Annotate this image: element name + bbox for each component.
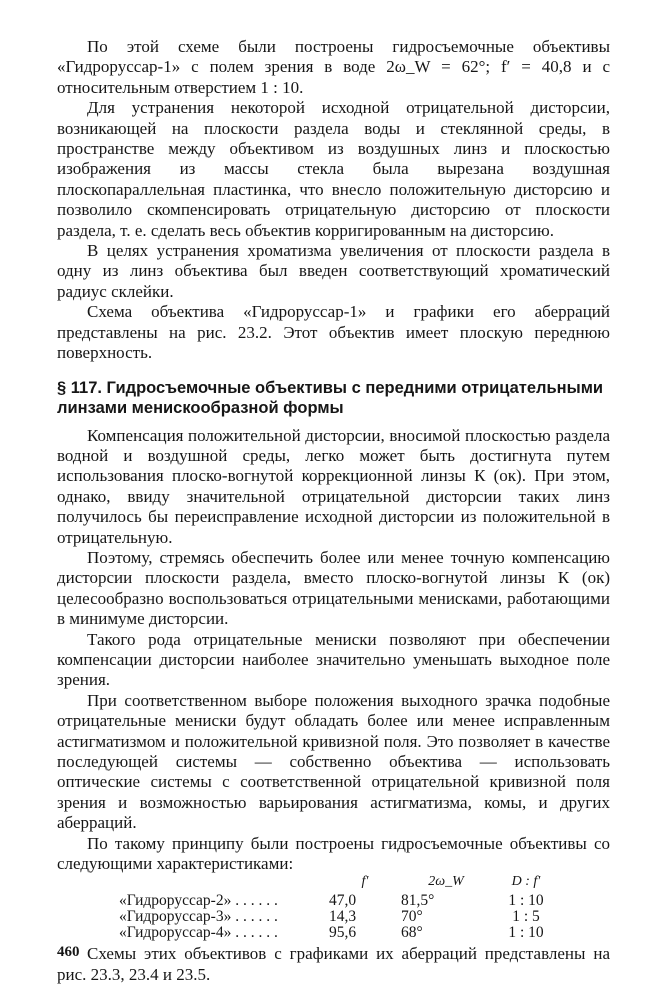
focal-value: 95,6 xyxy=(329,924,357,942)
header-relative-aperture: D : f′ xyxy=(511,874,541,890)
page-body xyxy=(57,37,610,985)
focal-value: 47,0 xyxy=(329,892,357,910)
header-focal-length: f′ xyxy=(361,874,369,890)
lens-name: «Гидроруссар-4» . . . . . . xyxy=(119,924,278,942)
section-heading: § 117. Гидросъемочные объективы с передними отрицательными линзами менискообразной формы xyxy=(57,378,604,417)
paragraph-compensation: Компенсация положительной дисторсии, вносимой плоскостью раздела водной и воздушной среды, легко может быть достигнута путем использования плоско-вогнутой коррекционной линзы К (ок). При этом, однако, ввиду значительной отрицательной дисторсии таких линз получилось бы переисправление исходной дисторсии из положительной в отрицательную. xyxy=(57,425,610,547)
table-row xyxy=(119,893,561,909)
paragraph-pupil-position: При соответственном выборе положения выходного зрачка подобные отрицательные мениски будут обладать более или менее исправленным астигматизмом и положительной кривизной поля. Это позволяет в качестве последующей системы — собственно объектива — использовать оптические системы с соответственной отрицательной кривизной поля зрения и возможностью варьирования астигматизма, комы, и других аберраций. xyxy=(57,690,610,833)
page-number: 460 xyxy=(57,944,80,960)
paragraph-gidrorussar-1-specs: По этой схеме были построены гидросъемочные объективы «Гидроруссар-1» с полем зрения в воде 2ω_W = 62°; f′ = 40,8 и с относительным отверстием 1 : 10. xyxy=(57,37,610,97)
paragraph-chromatism: В целях устранения хроматизма увеличения от плоскости раздела в одну из линз объектива был введен соответствующий хроматический радиус склейки. xyxy=(57,241,610,301)
table-row xyxy=(119,909,561,925)
table-header-row xyxy=(119,874,561,893)
paragraph-meniscus-choice: Поэтому, стремясь обеспечить более или менее точную компенсацию дисторсии плоскости раздела, вместо плоско-вогнутой линзы К (ок) целесообразно воспользоваться отрицательными менисками, работающими в минимуме дисторсии. xyxy=(57,547,610,629)
paragraph-closing: Схемы этих объективов с графиками их аберраций представлены на рис. 23.3, 23.4 и 23.5. xyxy=(57,944,610,984)
lens-name: «Гидроруссар-3» . . . . . . xyxy=(119,908,278,926)
paragraph-field-reduction: Такого рода отрицательные мениски позволяют при обеспечении компенсации дисторсии наиболее значительно уменьшать выходное поле зрения. xyxy=(57,629,610,690)
field-value: 81,5° xyxy=(401,892,435,910)
aperture-value: 1 : 5 xyxy=(512,908,540,926)
aperture-value: 1 : 10 xyxy=(508,892,544,910)
focal-value: 14,3 xyxy=(329,908,357,926)
header-field-angle: 2ω_W xyxy=(428,874,464,890)
lens-characteristics-table xyxy=(119,874,561,941)
aperture-value: 1 : 10 xyxy=(508,924,544,942)
table-row xyxy=(119,925,561,941)
lens-name: «Гидроруссар-2» . . . . . . xyxy=(119,892,278,910)
paragraph-characteristics-intro: По такому принципу были построены гидросъемочные объективы со следующими характеристиками: xyxy=(57,833,610,874)
field-value: 68° xyxy=(401,924,423,942)
field-value: 70° xyxy=(401,908,423,926)
paragraph-distortion-correction: Для устранения некоторой исходной отрицательной дисторсии, возникающей на плоскости раздела воды и стеклянной среды, в пространстве между объективом из воздушных линз и плоскостью изображения из массы стекла была вырезана воздушная плоскопараллельная пластинка, что внесло положительную дисторсию и позволило скомпенсировать отрицательную дисторсию от плоскости раздела, т. е. сделать весь объектив корригированным на дисторсию. xyxy=(57,98,610,240)
paragraph-scheme-reference: Схема объектива «Гидроруссар-1» и графики его аберраций представлены на рис. 23.2. Этот объектив имеет плоскую переднюю поверхность. xyxy=(57,302,610,363)
